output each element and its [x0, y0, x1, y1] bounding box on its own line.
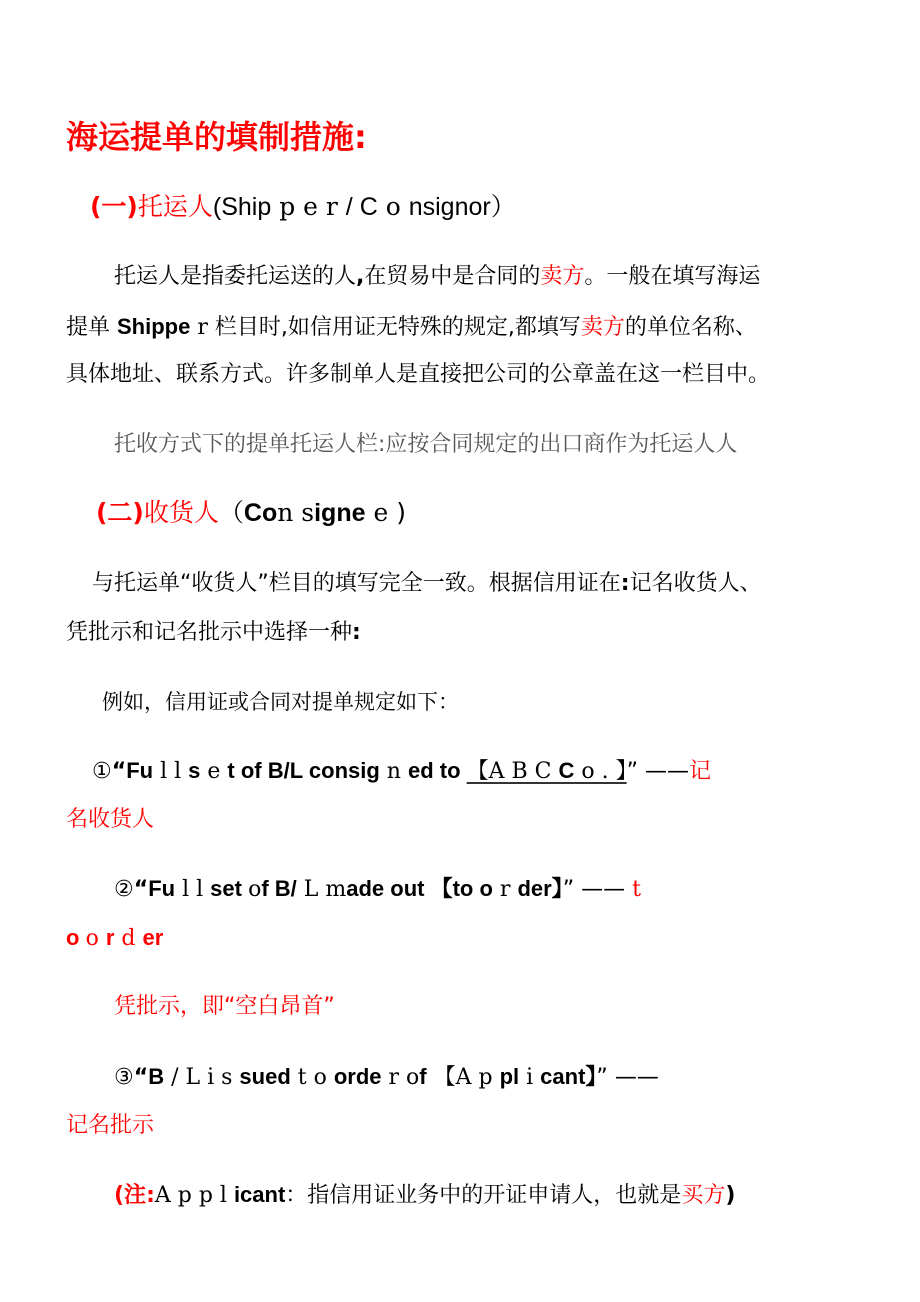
section-number: (一): [90, 192, 138, 221]
example-item-2: ②“Fu l l set of B/ L made out 【to o r der】” —— t: [114, 876, 641, 902]
page-title: 海运提单的填制措施:: [66, 118, 367, 156]
marker-3: ③: [114, 1065, 134, 1090]
section-heading-consignee: (二)收货人（Con signe e ): [96, 498, 406, 527]
item-2-meaning: o o r d er: [66, 925, 164, 951]
section-title-cn: 托运人: [137, 192, 213, 221]
paragraph-line: 托运人是指委托运送的人,在贸易中是合同的卖方。一般在填写海运: [114, 264, 761, 289]
item-3-meaning: 记名批示: [66, 1113, 155, 1138]
applicant-note: (注:A p p l icant：指信用证业务中的开证申请人，也就是买方): [114, 1182, 736, 1208]
term-shipper: Shippe: [117, 314, 191, 339]
paragraph-line: 与托运单“收货人”栏目的填写完全一致。根据信用证在:记名收货人、: [92, 571, 762, 596]
bracket-company: 【A B C C o . 】: [466, 758, 627, 784]
item-1-meaning: 名收货人: [66, 807, 155, 832]
marker-2: ②: [114, 877, 134, 902]
highlight-seller: 卖方: [580, 315, 625, 340]
section-number: (二): [96, 498, 144, 527]
example-intro: 例如，信用证或合同对提单规定如下：: [102, 690, 459, 714]
paragraph-line: 具体地址、联系方式。许多制单人是直接把公司的公章盖在这一栏目中。: [66, 362, 771, 387]
marker-1: ①: [92, 759, 112, 784]
example-item-1: ①“Fu l l s e t of B/L consig n ed to 【A B C C o . 】” ——记: [92, 758, 712, 784]
highlight-buyer: 买方: [681, 1183, 726, 1208]
example-item-3: ③“B / L i s sued t o orde r of 【A p pl i cant】” ——: [114, 1064, 659, 1090]
section-title-cn: 收货人: [143, 498, 219, 527]
section-heading-shipper: (一)托运人(Ship p e r / C o nsignor）: [90, 192, 516, 221]
paragraph-line: 凭批示和记名批示中选择一种:: [66, 620, 361, 645]
section-title-en: (Ship: [212, 193, 272, 221]
highlight-seller: 卖方: [540, 264, 585, 289]
paragraph-line: 提单 Shippe r 栏目时,如信用证无特殊的规定,都填写卖方的单位名称、: [66, 314, 757, 340]
item-2-explanation: 凭批示，即“空白昂首”: [114, 994, 335, 1019]
collection-note: 托收方式下的提单托运人栏:应按合同规定的出口商作为托运人人: [114, 432, 738, 457]
